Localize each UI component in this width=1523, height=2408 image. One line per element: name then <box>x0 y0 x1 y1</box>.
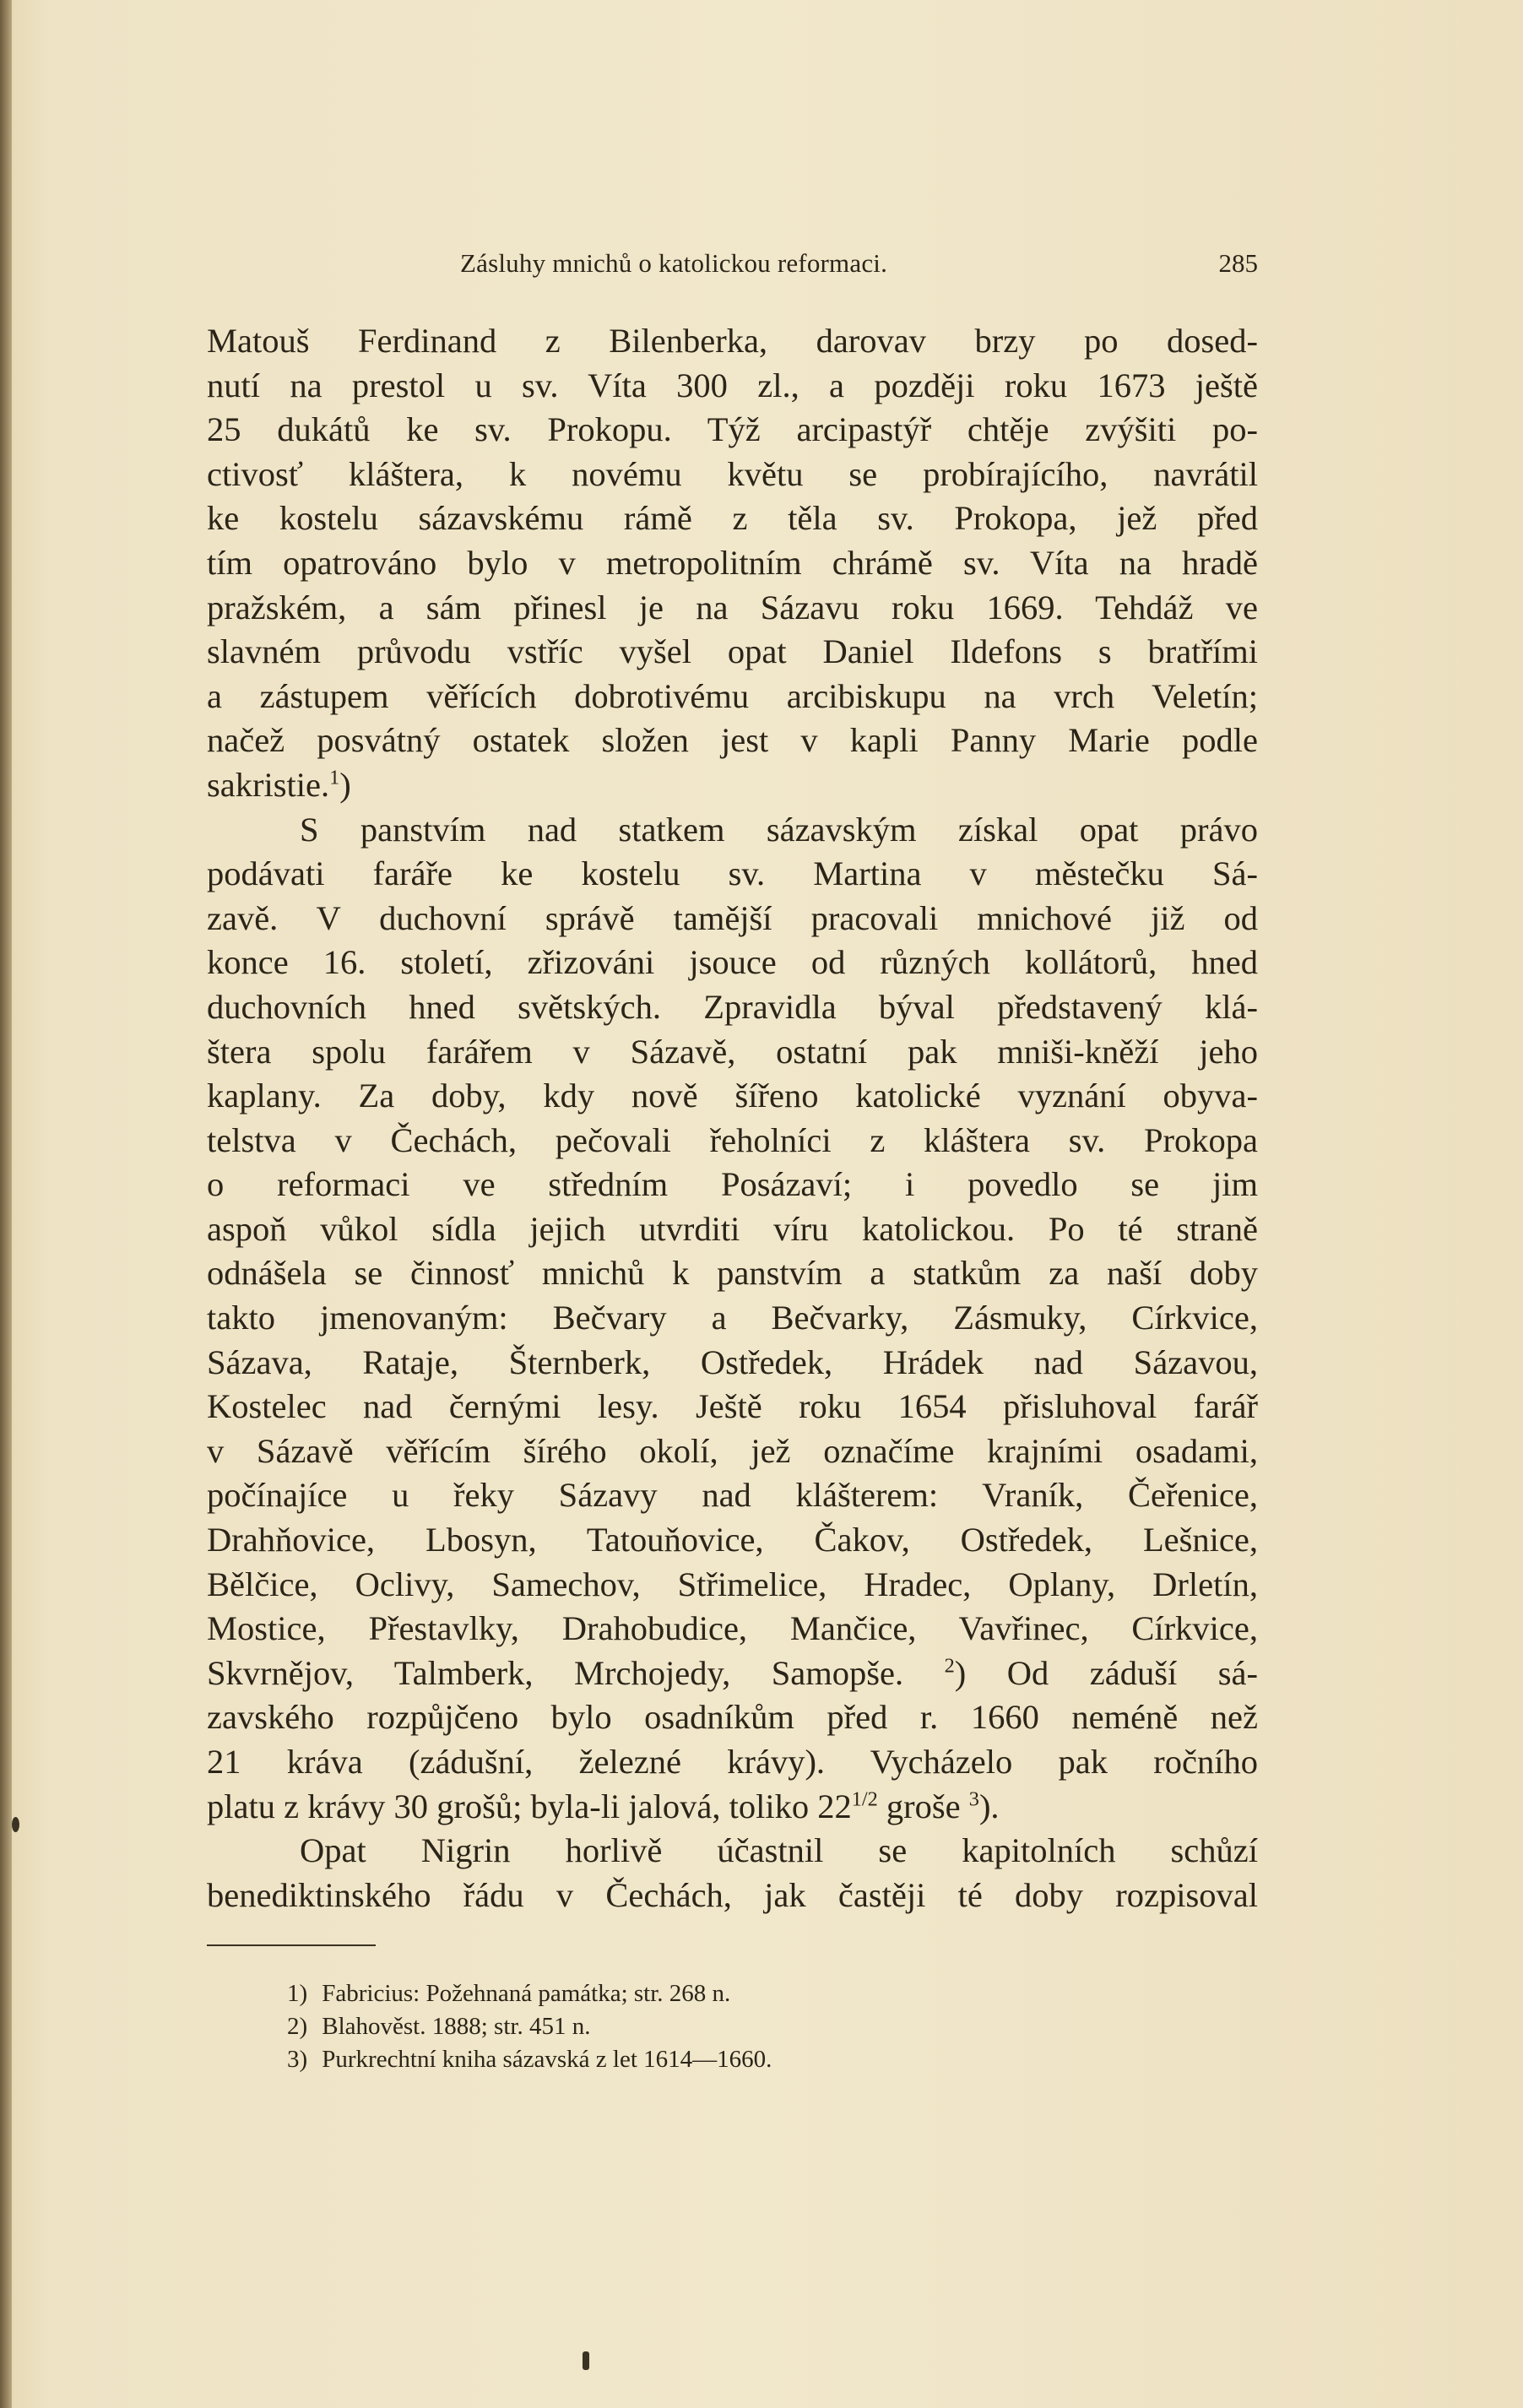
text-line: telstva v Čechách, pečovali řeholníci z kláštera sv. Prokopa <box>207 1120 1258 1159</box>
text-line: kaplany. Za doby, kdy nově šířeno katolické vyznání obyva- <box>207 1077 1258 1115</box>
body-text <box>207 319 1258 1917</box>
footnote <box>287 2043 1216 2076</box>
text-line: ctivosť kláštera, k novému květu se probírajícího, navrátil <box>207 454 1258 493</box>
text-fragment: sakristie. <box>207 765 330 804</box>
text-line: podávati faráře ke kostelu sv. Martina v městečku Sá- <box>207 854 1258 893</box>
text-line: Kostelec nad černými lesy. Ještě roku 1654 přisluhoval farář <box>207 1387 1258 1426</box>
running-title: Zásluhy mnichů o katolickou reformaci. <box>460 248 888 278</box>
text-line: o reformaci ve středním Posázaví; i povedlo se jim <box>207 1165 1258 1204</box>
text-line <box>207 1651 1258 1696</box>
footnote-mark: 3) <box>287 2046 308 2073</box>
footnotes <box>287 1977 1216 2076</box>
text-line: Mostice, Přestavlky, Drahobudice, Mančice, Vavřinec, Církvice, <box>207 1609 1258 1648</box>
text-line: ke kostelu sázavskému rámě z těla sv. Prokopa, jež před <box>207 499 1258 538</box>
text-line: zavě. V duchovní správě tamější pracovali mnichové již od <box>207 898 1258 937</box>
text-line: duchovních hned světských. Zpravidla býval představený klá- <box>207 987 1258 1026</box>
footnote-ref: 1 <box>329 766 340 789</box>
text-fragment: groše <box>877 1787 961 1825</box>
text-line: sakristie.$^1$) <box>207 765 351 804</box>
text-line: odnášela se činnosť mnichů k panstvím a statkům za naší doby <box>207 1254 1258 1293</box>
footnote-ref: 2 <box>944 1654 955 1678</box>
text-fragment: ). <box>978 1787 1000 1825</box>
text-line: Drahňovice, Lbosyn, Tatouňovice, Čakov, Ostředek, Lešnice, <box>207 1521 1258 1559</box>
text-line: Matouš Ferdinand z Bilenberka, darovav brzy po dosed- <box>207 322 1258 360</box>
text-line: S panstvím nad statkem sázavským získal opat právo <box>300 810 1258 849</box>
text-line: tím opatrováno bylo v metropolitním chrámě sv. Víta na hradě <box>207 543 1258 582</box>
fraction-superscript: 1/2 <box>851 1787 878 1811</box>
text-line: 21 kráva (zádušní, železné krávy). Vycházelo pak ročního <box>207 1743 1258 1781</box>
text-line: slavném průvodu vstříc vyšel opat Daniel Ildefons s bratřími <box>207 632 1258 671</box>
footnote <box>287 1977 1216 2010</box>
footnote-mark: 2) <box>287 2013 308 2040</box>
text-fragment: ) Od záduší sá- <box>954 1653 1258 1692</box>
text-line: Sázava, Rataje, Šternberk, Ostředek, Hrádek nad Sázavou, <box>207 1342 1258 1381</box>
footnote-text: Blahověst. 1888; str. 451 n. <box>322 2013 591 2040</box>
text-fragment: platu z krávy 30 grošů; byla-li jalová, toliko 22 <box>207 1787 852 1825</box>
footnote-text: Fabricius: Požehnaná památka; str. 268 n. <box>322 1980 731 2007</box>
book-binding-edge <box>0 0 12 2408</box>
text-line: nutí na prestol u sv. Víta 300 zl., a později roku 1673 ještě <box>207 366 1258 404</box>
text-line: aspoň vůkol sídla jejich utvrditi víru katolickou. Po té straně <box>207 1209 1258 1248</box>
footnote-ref: 3 <box>968 1787 979 1811</box>
text-line: Opat Nigrin horlivě účastnil se kapitolních schůzí <box>300 1831 1258 1870</box>
text-line: zavského rozpůjčeno bylo osadníkům před r. 1660 neméně než <box>207 1698 1258 1737</box>
text-line: takto jmenovaným: Bečvary a Bečvarky, Zásmuky, Církvice, <box>207 1299 1258 1337</box>
footnote-mark: 1) <box>287 1980 308 2007</box>
text-line: pražském, a sám přinesl je na Sázavu roku 1669. Tehdáž ve <box>207 588 1258 626</box>
text-line: štera spolu farářem v Sázavě, ostatní pak mniši-kněží jeho <box>207 1032 1258 1071</box>
text-line: počínajíce u řeky Sázavy nad klášterem: Vraník, Čeřenice, <box>207 1476 1258 1515</box>
text-line: Bělčice, Oclivy, Samechov, Střimelice, Hradec, Oplany, Drletín, <box>207 1565 1258 1603</box>
page-number: 285 <box>1218 248 1258 278</box>
footnote-text: Purkrechtní kniha sázavská z let 1614—1660. <box>322 2046 772 2073</box>
text-line: a zástupem věřících dobrotivému arcibiskupu na vrch Veletín; <box>207 676 1258 715</box>
footnote-rule <box>207 1944 376 1946</box>
footnote <box>287 2010 1216 2043</box>
text-line: konce 16. století, zřizováni jsouce od různých kollátorů, hned <box>207 943 1258 982</box>
ink-smudge <box>12 1817 19 1832</box>
text-line: v Sázavě věřícím šírého okolí, jež označíme krajními osadami, <box>207 1431 1258 1470</box>
text-line <box>207 1785 1258 1830</box>
text-line: načež posvátný ostatek složen jest v kapli Panny Marie podle <box>207 721 1258 760</box>
text-line: 25 dukátů ke sv. Prokopu. Týž arcipastýř chtěje zvýšiti po- <box>207 410 1258 449</box>
running-head <box>207 248 1258 290</box>
text-fragment: Skvrnějov, Talmberk, Mrchojedy, Samopše. <box>207 1653 904 1692</box>
text-line: benediktinského řádu v Čechách, jak častěji té doby rozpisoval <box>207 1875 1258 1914</box>
ink-smudge <box>583 2351 589 2370</box>
